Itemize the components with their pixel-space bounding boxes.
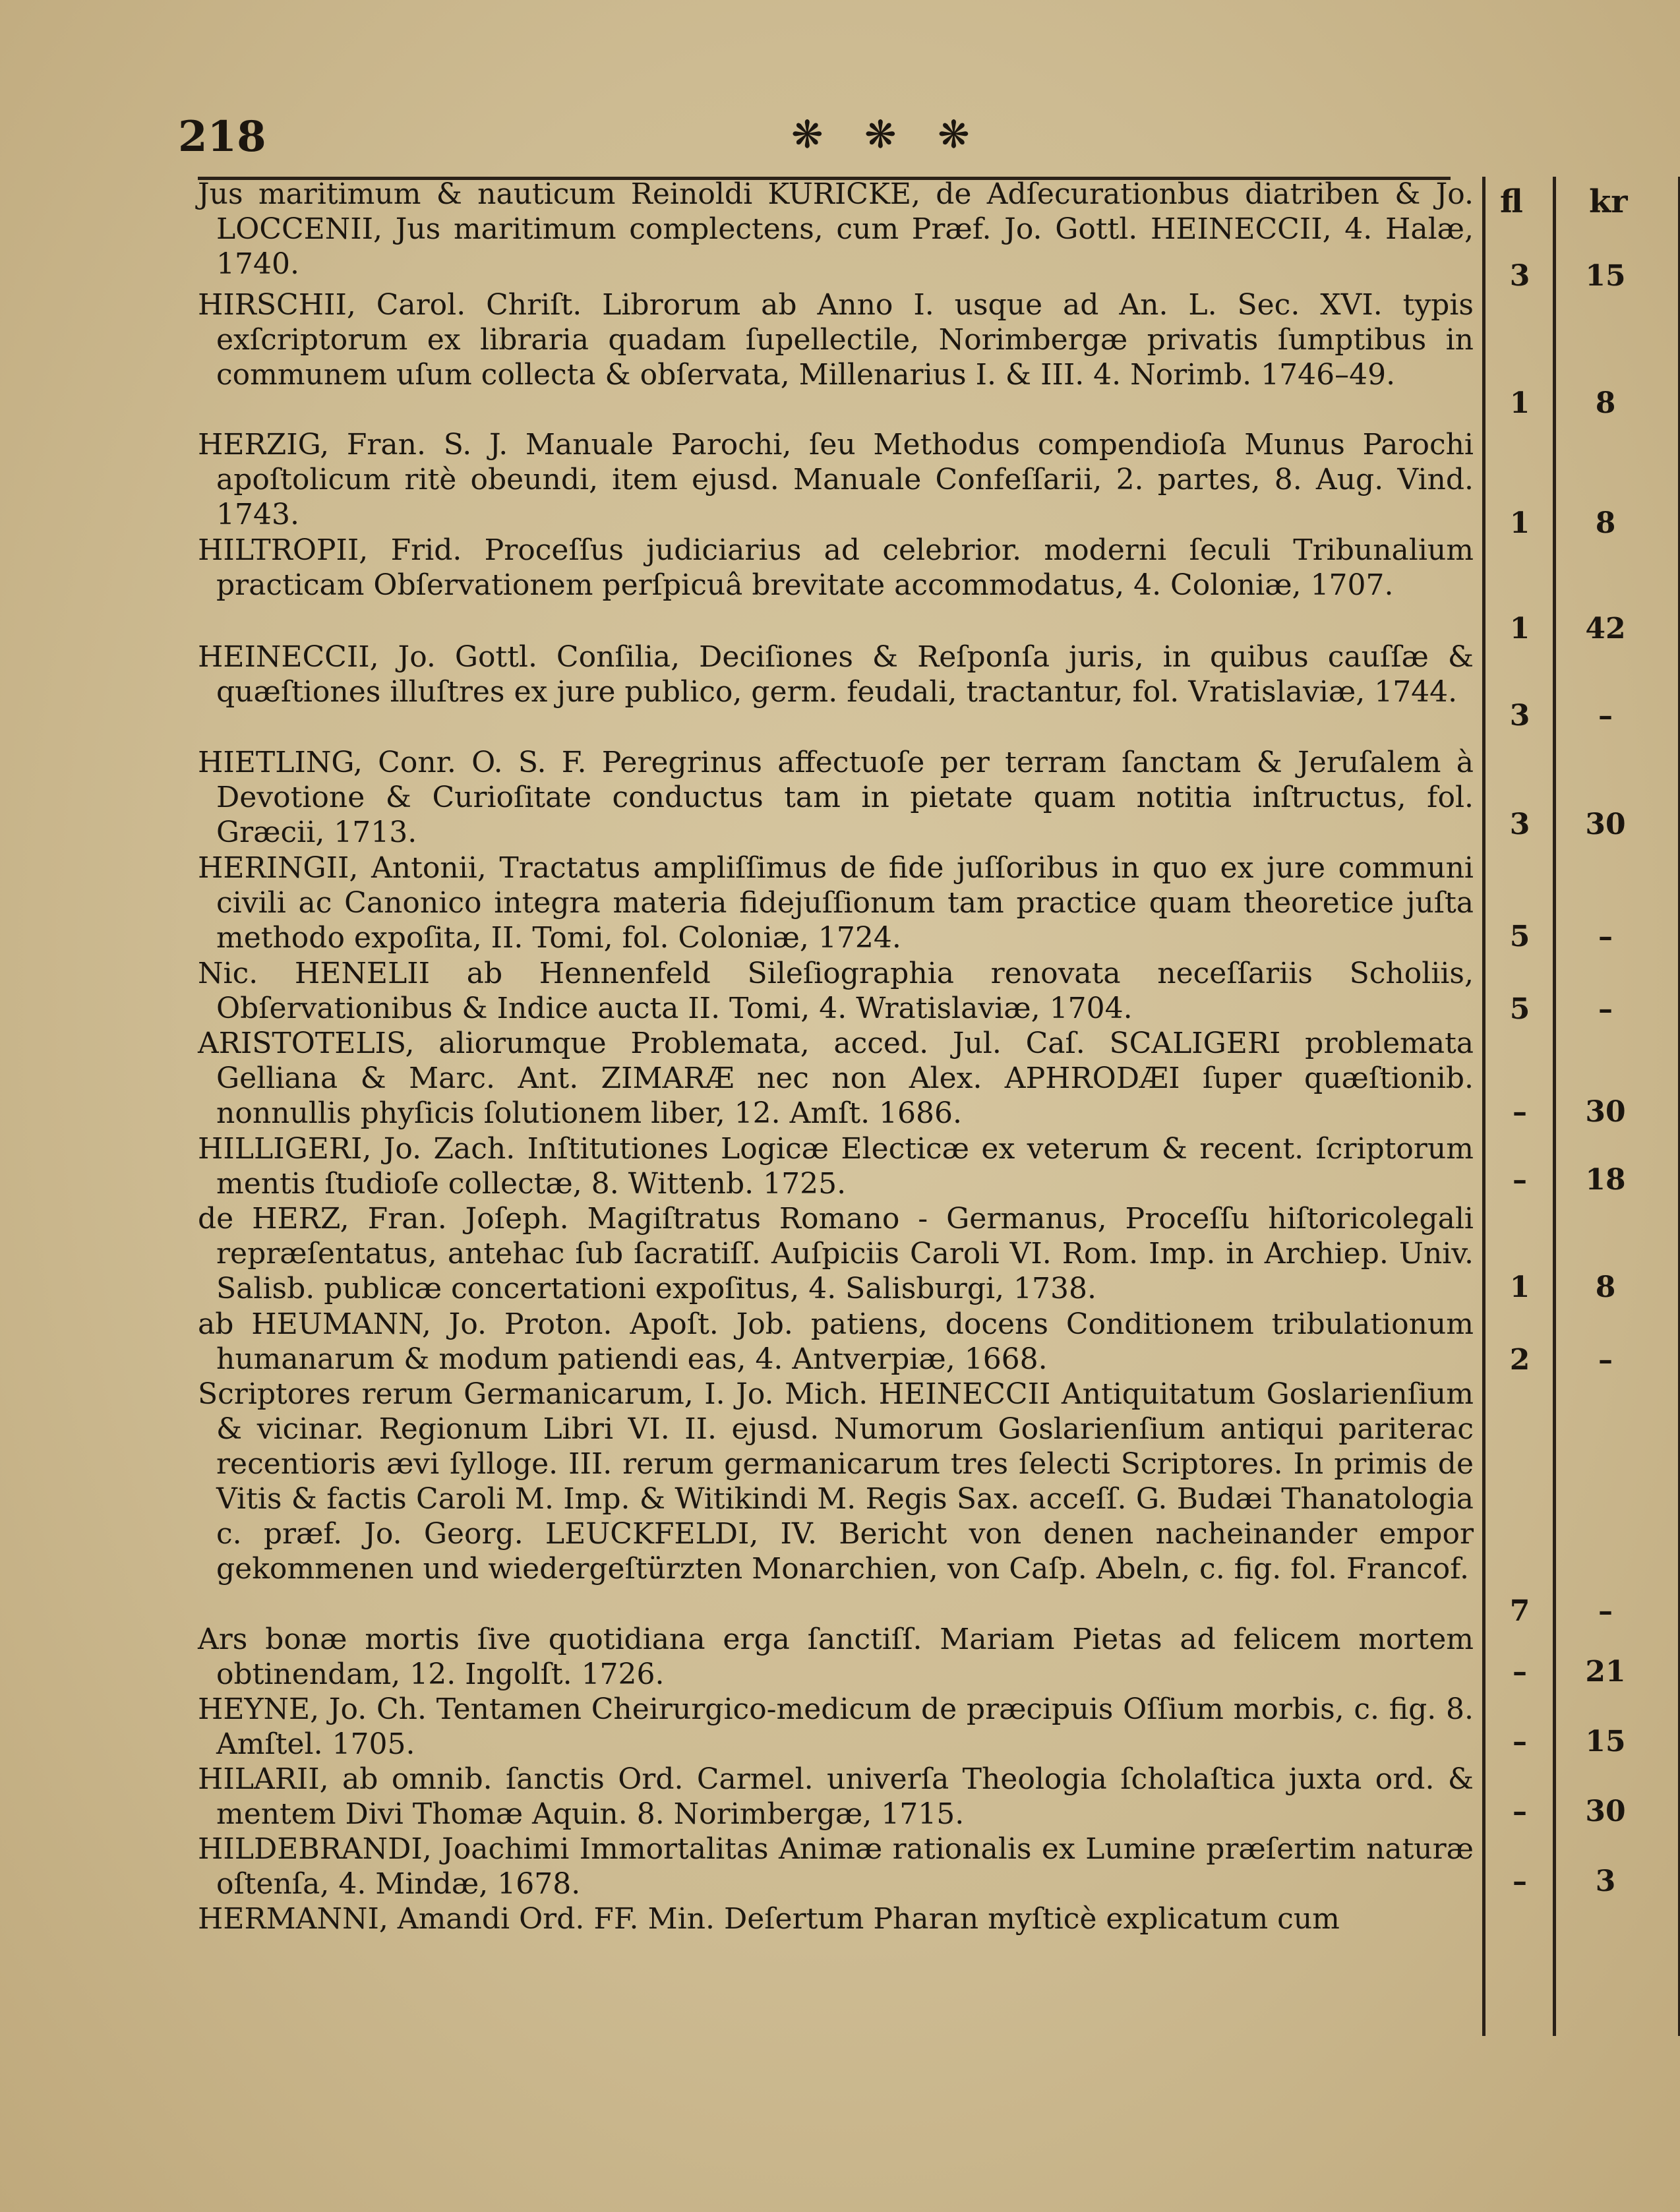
entry-price-fl: 3 bbox=[1509, 699, 1530, 732]
entry-price-fl: – bbox=[1513, 1163, 1527, 1197]
entry-text: Jus maritimum & nauticum Reinoldi KURICKE, de Adſecurationbus diatriben & Jo. LOCCENII, Jus maritimum complectens, cum Præf. Jo. Gottl. HEINECCII, 4. Halæ, 1740. bbox=[198, 177, 1474, 281]
page-number: 218 bbox=[178, 112, 266, 162]
page-header bbox=[178, 112, 1464, 171]
entry-price-fl: 1 bbox=[1509, 612, 1530, 645]
entry-price-kr: 15 bbox=[1585, 259, 1626, 293]
entry-text: HEYNE, Jo. Ch. Tentamen Cheirurgico-medicum de præcipuis Oſſium morbis, c. fig. 8. Amſtel. 1705. bbox=[198, 1692, 1474, 1761]
entry-price-kr: – bbox=[1598, 1594, 1613, 1628]
entry-text: ab HEUMANN, Jo. Proton. Apoſt. Job. patiens, docens Conditionem tribulationum humanarum & modum patiendi eas, 4. Antverpiæ, 1668. bbox=[198, 1307, 1474, 1376]
entry-price-fl: 3 bbox=[1509, 808, 1530, 841]
entry-text: Ars bonæ mortis ſive quotidiana erga ſanctiſſ. Mariam Pietas ad felicem mortem obtinendam, 12. Ingolſt. 1726. bbox=[198, 1623, 1474, 1691]
entry-price-fl: 3 bbox=[1509, 259, 1530, 293]
entry-price-fl: 5 bbox=[1509, 920, 1530, 953]
ornament-icon: ❋ ❋ ❋ bbox=[791, 112, 984, 157]
entry-price-fl: – bbox=[1513, 1655, 1527, 1689]
column-divider-fl-kr bbox=[1553, 177, 1556, 2036]
column-header-kr: kr bbox=[1589, 183, 1628, 220]
entry-text: HIETLING, Conr. O. S. F. Peregrinus affectuoſe per terram ſanctam & Jeruſalem à Devotione & Curioſitate conductus tam in pietate quam notitia inſtructus, fol. Græcii, 1713. bbox=[198, 746, 1474, 849]
entry-text: de HERZ, Fran. Joſeph. Magiſtratus Romano - Germanus, Proceſſu hiſtoricolegali repræſentatus, antehac ſub ſacratiſſ. Auſpiciis Caroli VI. Rom. Imp. in Archiep. Univ. Salisb. publicæ concertationi expoſitus, 4. Salisburgi, 1738. bbox=[198, 1202, 1474, 1305]
entry-text: HERINGII, Antonii, Tractatus ampliſſimus de fide juſſoribus in quo ex jure communi civili ac Canonico integra materia fidejuſſionum tam practice quam theoretice juſta methodo expoſita, II. Tomi, fol. Coloniæ, 1724. bbox=[198, 851, 1474, 955]
entry-price-fl: – bbox=[1513, 1095, 1527, 1129]
entry-price-kr: – bbox=[1598, 699, 1613, 732]
entry-price-fl: – bbox=[1513, 1725, 1527, 1758]
entry-text: HILLIGERI, Jo. Zach. Inſtitutiones Logicæ Electicæ ex veterum & recent. ſcriptorum mentis ſtudioſe collectæ, 8. Wittenb. 1725. bbox=[198, 1132, 1474, 1201]
entry-price-fl: 1 bbox=[1509, 506, 1530, 540]
entry-price-fl: 7 bbox=[1509, 1594, 1530, 1628]
entry-price-kr: 30 bbox=[1585, 1095, 1626, 1129]
entry-price-fl: 2 bbox=[1509, 1343, 1530, 1377]
entry-price-fl: – bbox=[1513, 1865, 1527, 1898]
entry-price-kr: 42 bbox=[1585, 612, 1626, 645]
entry-price-kr: – bbox=[1598, 1343, 1613, 1377]
entry-text: ARISTOTELIS, aliorumque Problemata, acced. Jul. Caſ. SCALIGERI problemata Gelliana & Marc. Ant. ZIMARÆ nec non Alex. APHRODÆI ſuper quæſtionib. nonnullis phyſicis ſolutionem liber, 12. Amſt. 1686. bbox=[198, 1027, 1474, 1130]
entry-price-kr: – bbox=[1598, 920, 1613, 953]
entry-text: HILARII, ab omnib. ſanctis Ord. Carmel. univerſa Theologia ſcholaſtica juxta ord. & mentem Divi Thomæ Aquin. 8. Norimbergæ, 1715. bbox=[198, 1762, 1474, 1831]
column-divider-main bbox=[1482, 177, 1485, 2036]
entry-price-kr: 8 bbox=[1595, 1270, 1616, 1304]
entry-text: Scriptores rerum Germanicarum, I. Jo. Mich. HEINECCII Antiquitatum Goslarienſium & vicinar. Regionum Libri VI. II. ejusd. Numorum Goslarienſium antiqui pariterac recentioris ævi ſylloge. III. rerum germanicarum tres ſelecti Scriptores. In primis de Vitis & factis Caroli M. Imp. & Witikindi M. Regis Sax. acceſſ. G. Budæi Thanatologia c. præf. Jo. Georg. LEUCKFELDI, IV. Bericht von denen nacheinander empor gekommenen und wiedergeſtürzten Monarchien, von Caſp. Abeln, c. fig. fol. Francof. bbox=[198, 1377, 1474, 1586]
entry-price-kr: 30 bbox=[1585, 808, 1626, 841]
entry-price-kr: 15 bbox=[1585, 1725, 1626, 1758]
entry-price-kr: – bbox=[1598, 992, 1613, 1026]
entry-price-kr: 30 bbox=[1585, 1795, 1626, 1828]
entry-price-fl: 5 bbox=[1509, 992, 1530, 1026]
entry-price-kr: 8 bbox=[1595, 506, 1616, 540]
column-header-fl: fl bbox=[1500, 183, 1523, 220]
entry-text: HERMANNI, Amandi Ord. FF. Min. Deſertum Pharan myſticè explicatum cum bbox=[198, 1902, 1340, 1936]
entry-price-kr: 8 bbox=[1595, 386, 1616, 420]
entry-price-fl: – bbox=[1513, 1795, 1527, 1828]
entry-text: HIRSCHII, Carol. Chriſt. Librorum ab Anno I. usque ad An. L. Sec. XVI. typis exſcriptorum ex libraria quadam ſupellectile, Norimbergæ privatis ſumptibus in communem uſum collecta & obſervata, Millenarius I. & III. 4. Norimb. 1746–49. bbox=[198, 288, 1474, 392]
entry-text: HEINECCII, Jo. Gottl. Conſilia, Deciſiones & Reſponſa juris, in quibus cauſſæ & quæſtiones illuſtres ex jure publico, germ. feudali, tractantur, fol. Vratislaviæ, 1744. bbox=[198, 640, 1474, 709]
entry-price-fl: 1 bbox=[1509, 386, 1530, 420]
entry-price-kr: 3 bbox=[1595, 1865, 1616, 1898]
entry-text: HILDEBRANDI, Joachimi Immortalitas Animæ rationalis ex Lumine præſertim naturæ oſtenſa, 4. Mindæ, 1678. bbox=[198, 1832, 1474, 1901]
entry-price-kr: 18 bbox=[1585, 1163, 1626, 1197]
entry-text: HERZIG, Fran. S. J. Manuale Parochi, ſeu Methodus compendioſa Munus Parochi apoſtolicum ritè obeundi, item ejusd. Manuale Confeſſarii, 2. partes, 8. Aug. Vind. 1743. bbox=[198, 428, 1474, 531]
entry-price-fl: 1 bbox=[1509, 1270, 1530, 1304]
entry-text: HILTROPII, Frid. Proceſſus judiciarius ad celebrior. moderni ſeculi Tribunalium practicam Obſervationem perſpicuâ brevitate accommodatus, 4. Coloniæ, 1707. bbox=[198, 533, 1474, 602]
entry-price-kr: 21 bbox=[1585, 1655, 1626, 1689]
entry-text: Nic. HENELII ab Hennenfeld Sileſiographia renovata neceſſariis Scholiis, Obſervationibus & Indice aucta II. Tomi, 4. Wratislaviæ, 1704. bbox=[198, 957, 1474, 1025]
